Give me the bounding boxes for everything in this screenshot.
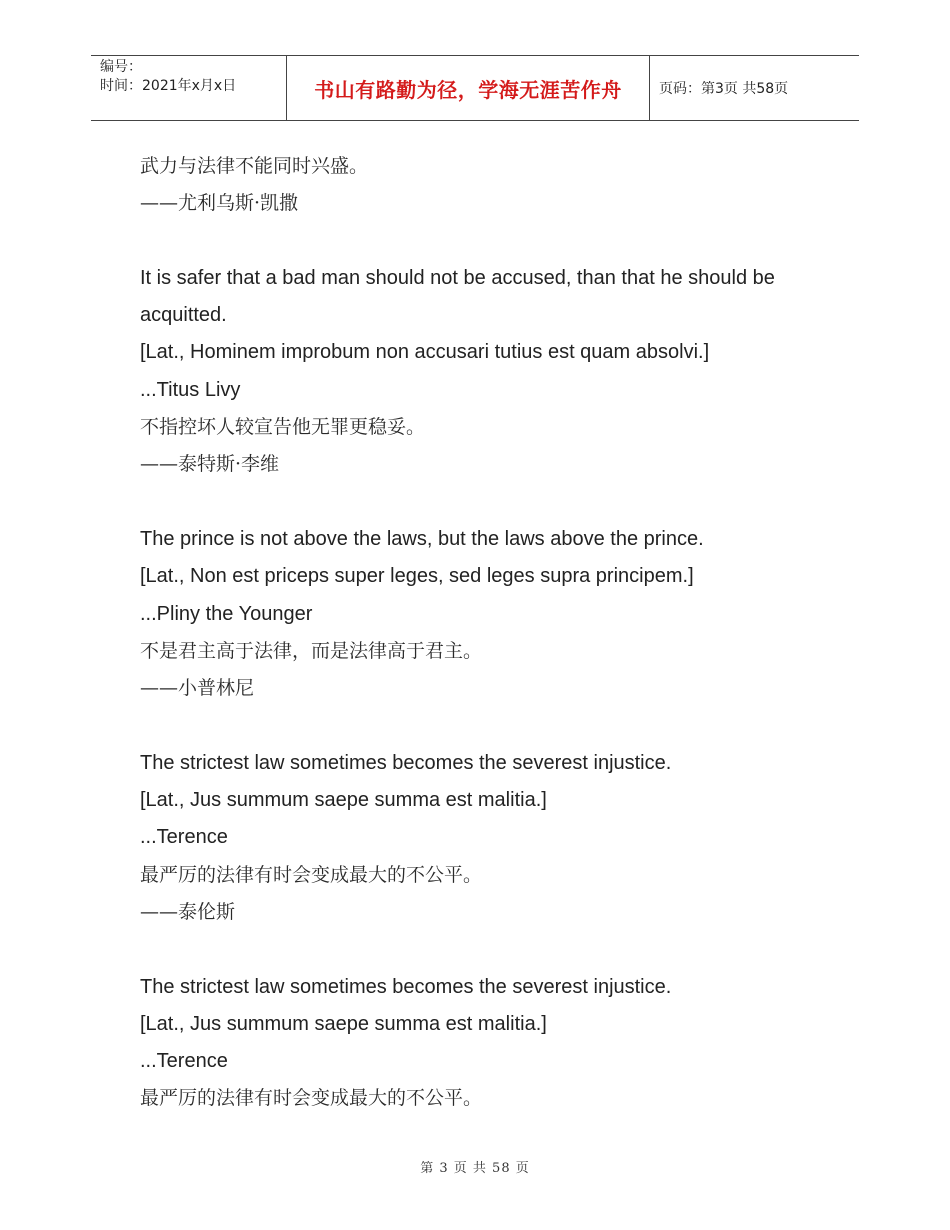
english-text-line: [Lat., Non est priceps super leges, sed leges supra principem.] — [140, 565, 694, 588]
chinese-text-line: ——尤利乌斯·凯撒 — [140, 192, 299, 215]
english-text-line: The strictest law sometimes becomes the severest injustice. — [140, 751, 672, 774]
document-body — [140, 148, 830, 1118]
english-text-line: It is safer that a bad man should not be accused, than that he should be — [140, 266, 775, 289]
english-text-line: ...Terence — [140, 826, 228, 849]
english-text-line: ...Titus Livy — [140, 378, 241, 401]
page-footer: 第 3 页 共 58 页 — [420, 1161, 530, 1176]
blank-line — [140, 931, 830, 968]
blank-line — [140, 484, 830, 521]
english-text-line: [Lat., Jus summum saepe summa est malitia.] — [140, 1012, 547, 1035]
english-text-line: ...Pliny the Younger — [140, 602, 313, 625]
chinese-text-line: 最严厉的法律有时会变成最大的不公平。 — [140, 863, 483, 886]
english-text-line: The strictest law sometimes becomes the severest injustice. — [140, 975, 672, 998]
header-page-info: 页码：第3页 共58页 — [659, 81, 789, 97]
english-text-line: acquitted. — [140, 304, 227, 327]
blank-line — [140, 223, 830, 260]
header-motto-cell — [287, 56, 650, 120]
chinese-text-line: 武力与法律不能同时兴盛。 — [140, 155, 369, 177]
english-text-line: [Lat., Hominem improbum non accusari tutius est quam absolvi.] — [140, 341, 710, 364]
english-text-line: [Lat., Jus summum saepe summa est malitia.] — [140, 789, 547, 812]
english-text-line: ...Terence — [140, 1050, 228, 1073]
chinese-text-line: ——泰伦斯 — [140, 900, 236, 923]
document-number-label: 编号： — [100, 59, 142, 75]
chinese-text-line: 不是君主高于法律，而是法律高于君主。 — [140, 639, 483, 662]
document-time-label: 时间：2021年x月x日 — [100, 78, 237, 94]
chinese-text-line: 不指控坏人较宣告他无罪更稳妥。 — [140, 416, 426, 439]
header-page-cell — [650, 56, 859, 120]
chinese-text-line: ——泰特斯·李维 — [140, 453, 280, 476]
chinese-text-line: ——小普林尼 — [140, 677, 255, 700]
chinese-text-line: 最严厉的法律有时会变成最大的不公平。 — [140, 1087, 483, 1110]
header-meta-cell — [91, 56, 287, 120]
page-header — [91, 55, 859, 121]
blank-line — [140, 707, 830, 744]
header-motto: 书山有路勤为径，学海无涯苦作舟 — [314, 77, 622, 102]
english-text-line: The prince is not above the laws, but the laws above the prince. — [140, 527, 704, 550]
